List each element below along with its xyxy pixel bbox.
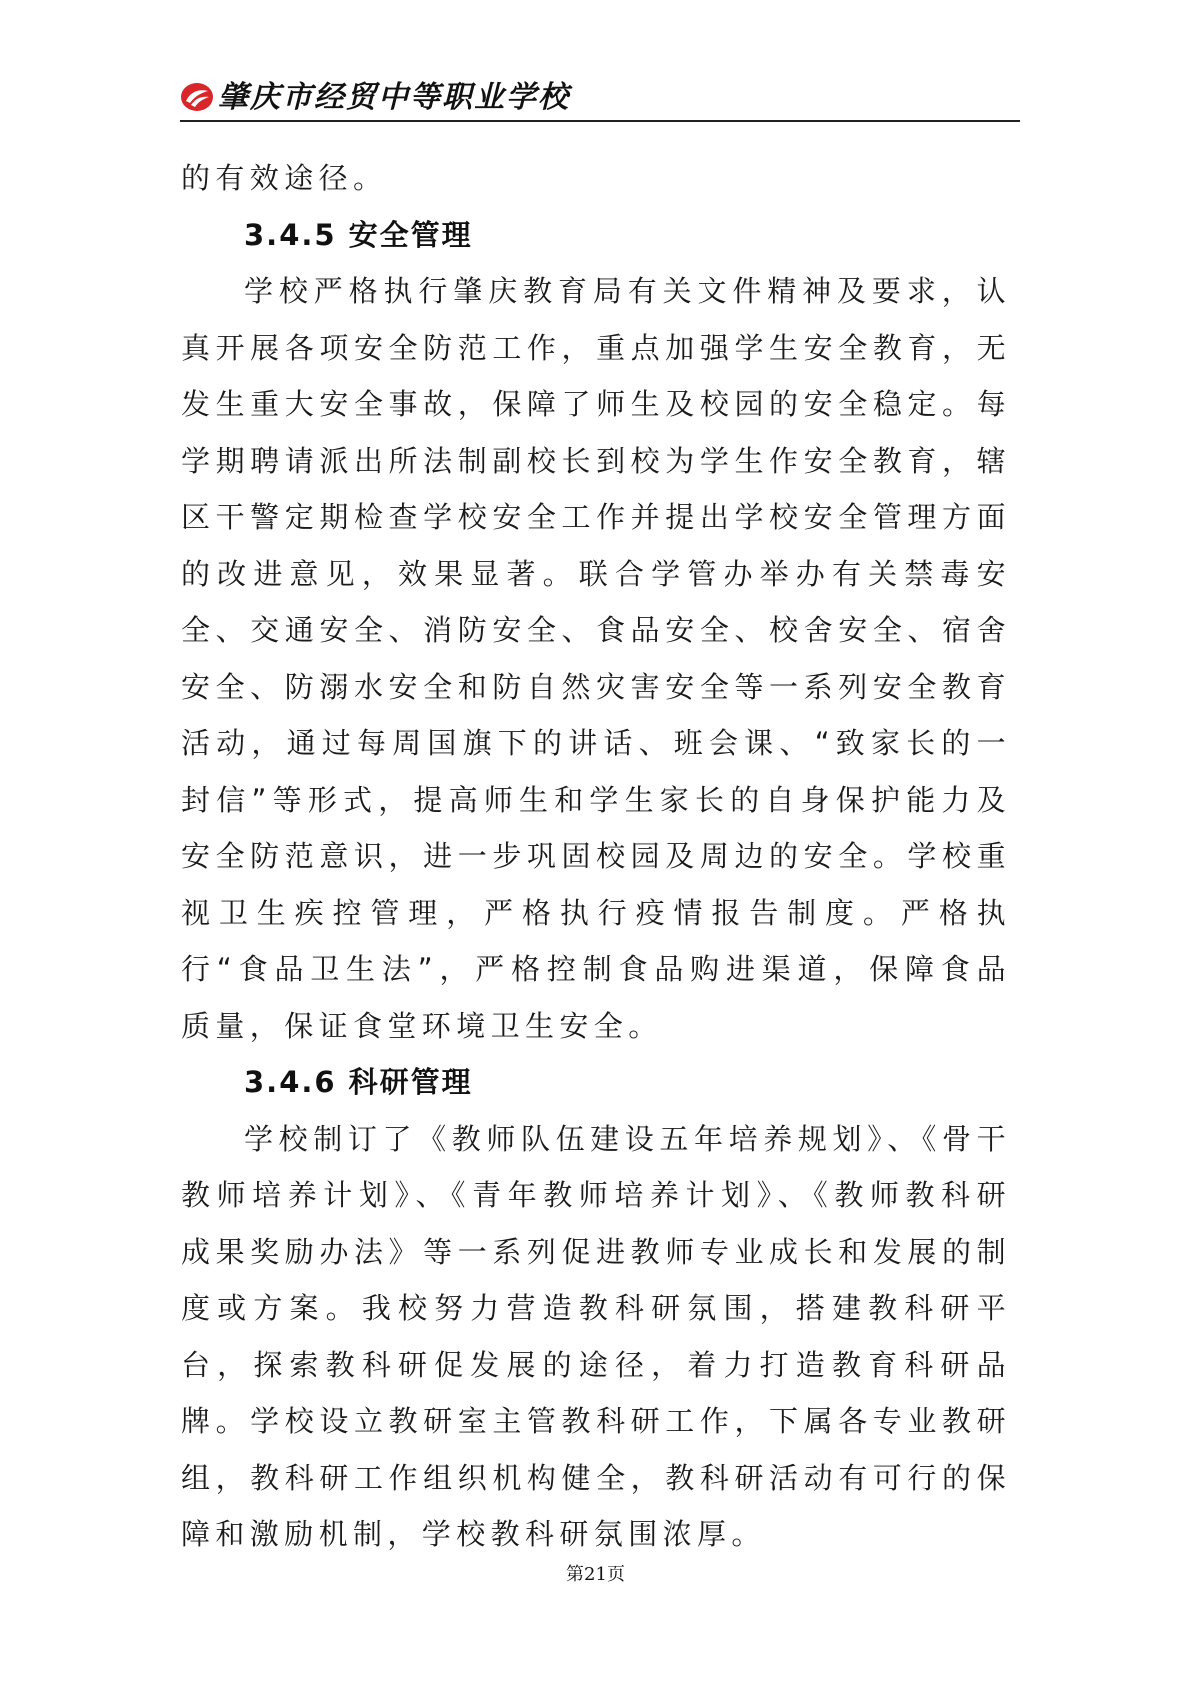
page-header [180, 80, 1020, 122]
section-heading-research: 3.4.6 科研管理 [244, 1065, 473, 1099]
continuation-text: 的有效途径。 [181, 161, 388, 195]
document-body [181, 150, 1011, 1563]
page-number: 第21页 [566, 1564, 625, 1585]
section-heading-safety: 3.4.5 安全管理 [244, 217, 473, 252]
school-logo-icon [180, 82, 214, 112]
school-name: 肇庆市经贸中等职业学校 [218, 80, 570, 115]
section-paragraph-safety: 学校严格执行肇庆教育局有关文件精神及要求，认真开展各项安全防范工作，重点加强学生安全教育，无发生重大安全事故，保障了师生及校园的安全稳定。每学期聘请派出所法制副校长到校为学生作安全教育，辖区干警定期检查学校安全工作并提出学校安全管理方面的改进意见，效果显著。联合学管办举办有关禁毒安全、交通安全、消防安全、食品安全、校舍安全、宿舍安全、防溺水安全和防自然灾害安全等一系列安全教育活动，通过每周国旗下的讲话、班会课、“致家长的一封信”等形式，提高师生和学生家长的自身保护能力及安全防范意识，进一步巩固校园及周边的安全。学校重视卫生疾控管理，严格执行疫情报告制度。严格执行“食品卫生法”，严格控制食品购进渠道，保障食品质量，保证食堂环境卫生安全。 [181, 274, 1011, 1043]
section-paragraph-research: 学校制订了《教师队伍建设五年培养规划》、《骨干教师培养计划》、《青年教师培养计划》、《教师教科研成果奖励办法》等一系列促进教师专业成长和发展的制度或方案。我校努力营造教科研氛围，搭建教科研平台，探索教科研促发展的途径，着力打造教育科研品牌。学校设立教研室主管教科研工作，下属各专业教研组，教科研工作组织机构健全，教科研活动有可行的保障和激励机制，学校教科研氛围浓厚。 [181, 1121, 1011, 1551]
